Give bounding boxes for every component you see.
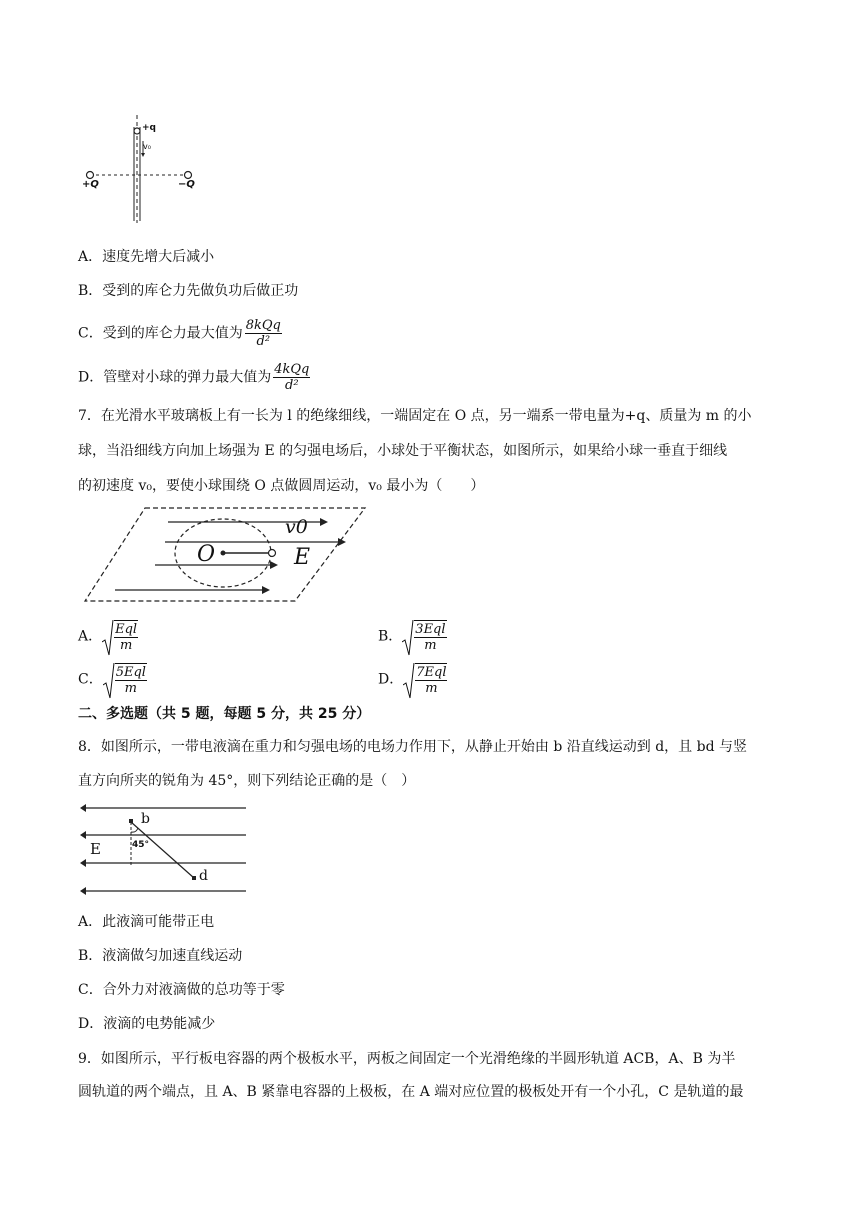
q6-label-plus-Q: +Q [82,179,99,190]
q6-option-d-fraction: $\frac{\text{4kQq}}{\text{d²}}$ [274,362,310,393]
q8-stem-line1: 8．如图所示，一带电液滴在重力和匀强电场的电场力作用下，从静止开始由 b 沿直线运动到 d，且 bd 与竖 [78,739,748,755]
tube-diagram [80,115,200,225]
q7-stem-line1: 7．在光滑水平玻璃板上有一长为 l 的绝缘细线，一端固定在 O 点，另一端系一带电量为+q、质量为 m 的小 [78,408,752,424]
q9-stem-line1: 9．如图所示，平行板电容器的两个极板水平，两板之间固定一个光滑绝缘的半圆形轨道 ACB，A、B 为半 [78,1051,736,1067]
droplet-field-diagram [80,800,250,896]
q7-option-c: C． $\frac{\text{5Eql}}{m}$ [78,665,146,696]
q8-option-a: A．此液滴可能带正电 [78,914,215,930]
q8-label-angle: 45° [132,840,150,850]
q6-option-c-text: C．受到的库仑力最大值为 [78,325,243,342]
field-plane-diagram [80,505,370,605]
q6-option-a: A．速度先增大后减小 [78,249,215,265]
q6-label-v0: v₀ [143,142,151,151]
q8-figure [80,800,250,896]
q8-label-b: b [141,811,150,827]
q6-figure [80,115,200,225]
q7-option-d: D． $\frac{\text{7Eql}}{m}$ [378,665,447,696]
q8-label-d: d [199,868,208,884]
q6-option-b: B．受到的库仑力先做负功后做正功 [78,283,299,299]
q7-option-b: B． $\frac{\text{3Eql}}{m}$ [378,622,446,653]
q7-option-a: A． $\frac{\text{Eql}}{m}$ [78,622,138,653]
q6-label-plus-q: +q [142,123,156,133]
q6-option-d-text: D．管壁对小球的弹力最大值为 [78,369,272,386]
q8-option-d: D．液滴的电势能减少 [78,1016,216,1032]
q7-label-v0: v0 [285,516,308,538]
q6-option-c-fraction: $\frac{\text{8kQq}}{\text{d²}}$ [245,318,281,349]
q7-stem-line3: 的初速度 v₀，要使小球围绕 O 点做圆周运动，v₀ 最小为（ ） [78,478,485,494]
q7-label-E: E [294,545,311,570]
q6-option-d [78,362,310,393]
q7-figure [80,505,370,605]
q8-option-b: B．液滴做匀加速直线运动 [78,948,243,964]
section-heading-multiple-choice: 二、多选题（共 5 题，每题 5 分，共 25 分） [78,706,371,722]
q6-option-c [78,318,282,349]
q8-label-E: E [90,840,101,858]
q7-label-O: O [197,542,216,567]
q8-stem-line2: 直方向所夹的锐角为 45°，则下列结论正确的是（ ） [78,773,416,789]
q7-stem-line2: 球，当沿细线方向加上场强为 E 的匀强电场后，小球处于平衡状态，如图所示，如果给小球一垂直于细线 [78,443,728,459]
q9-stem-line2: 圆轨道的两个端点，且 A、B 紧靠电容器的上极板，在 A 端对应位置的极板处开有一个小孔，C 是轨道的最 [78,1084,744,1100]
q8-option-c: C．合外力对液滴做的总功等于零 [78,982,285,998]
q6-label-minus-Q: −Q [178,179,195,190]
